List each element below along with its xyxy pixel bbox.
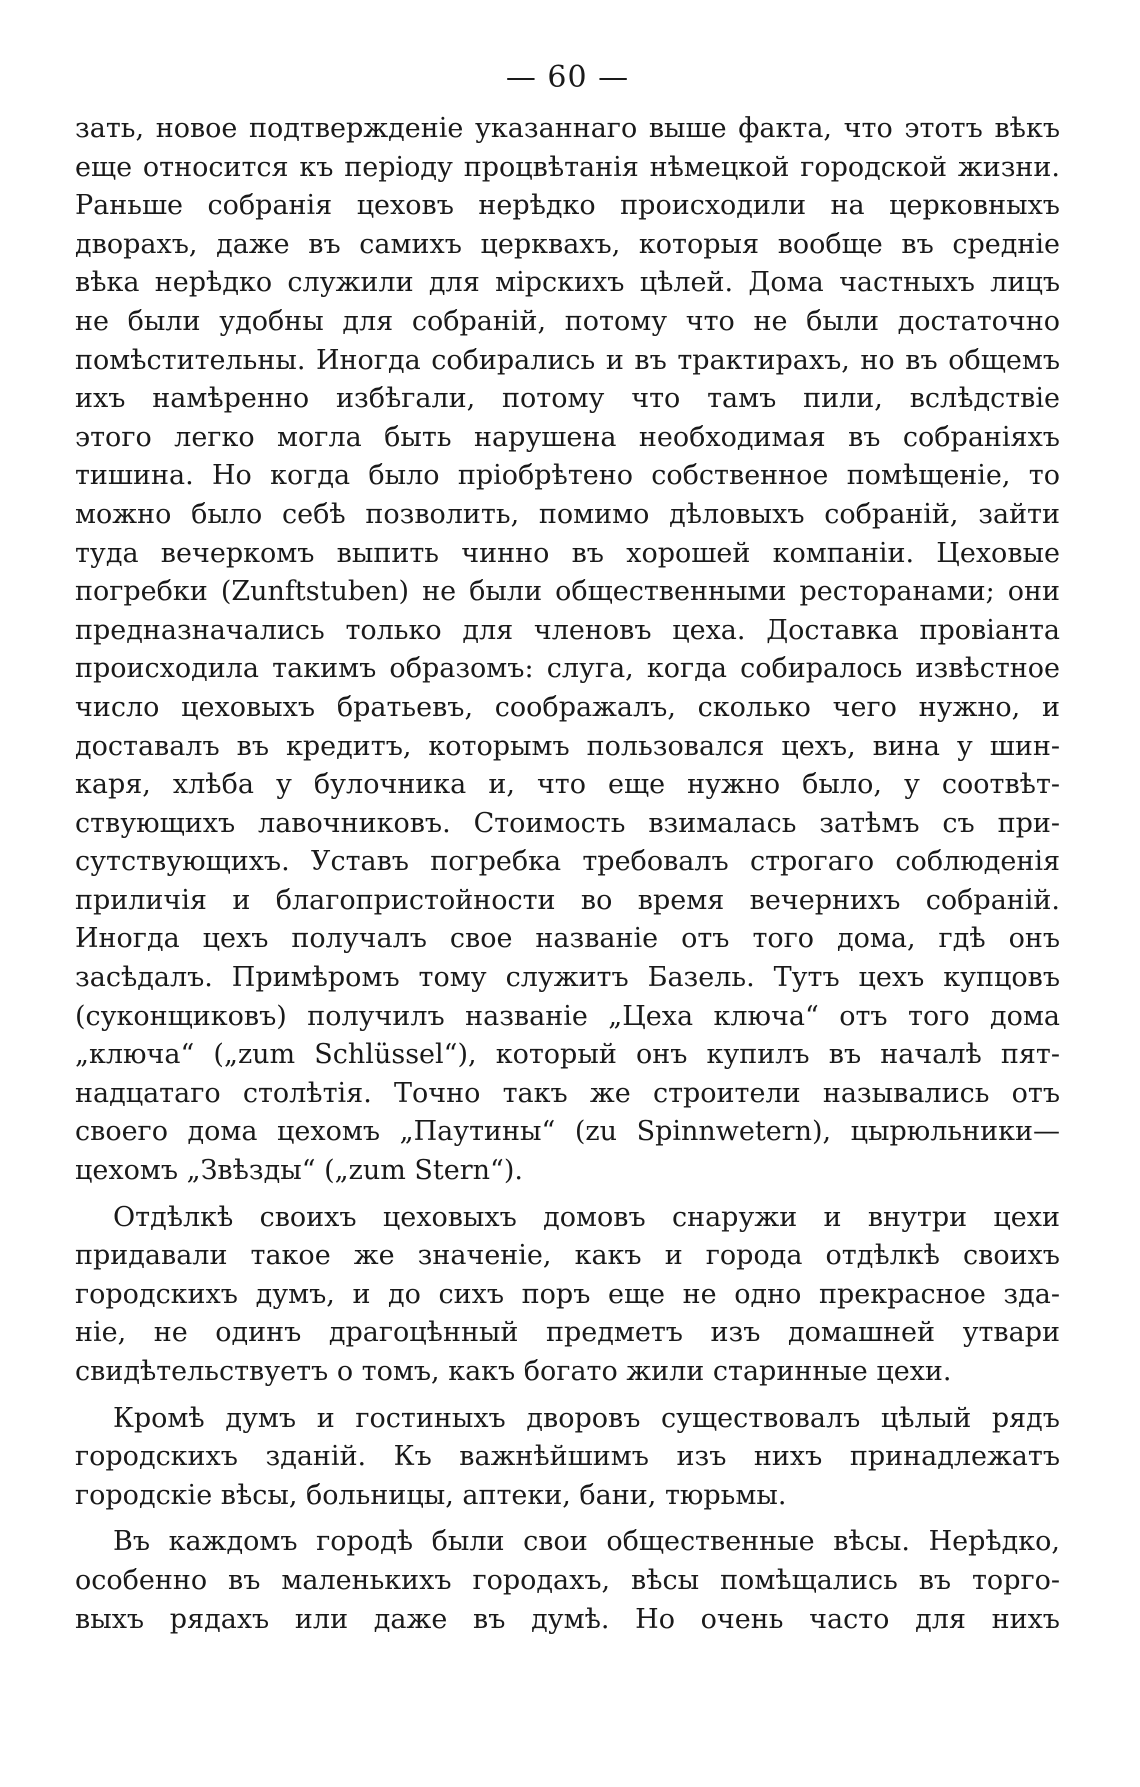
- paragraph-3: [75, 1400, 1060, 1516]
- text-line: свидѣтельствуетъ о томъ, какъ богато жили старинные цехи.: [75, 1356, 952, 1387]
- text-line: помѣстительны. Иногда собирались и въ трактирахъ, но въ общемъ: [75, 344, 1060, 376]
- text-line: городскихъ зданій. Къ важнѣйшимъ изъ нихъ принадлежатъ: [75, 1441, 1060, 1473]
- text-line: Иногда цехъ получалъ свое названіе отъ того дома, гдѣ онъ: [75, 923, 1060, 955]
- text-line: этого легко могла быть нарушена необходимая въ собраніяхъ: [75, 421, 1060, 453]
- paragraph-4: [75, 1523, 1060, 1639]
- text-line: тишина. Но когда было пріобрѣтено собственное помѣщеніе, то: [75, 460, 1060, 492]
- text-line: Въ каждомъ городѣ были свои общественные вѣсы. Нерѣдко,: [113, 1526, 1060, 1558]
- text-line: еще относится къ періоду процвѣтанія нѣмецкой городской жизни.: [75, 151, 1060, 183]
- text-line: число цеховыхъ братьевъ, соображалъ, сколько чего нужно, и: [75, 691, 1060, 723]
- text-line: зать, новое подтвержденіе указаннаго выше факта, что этотъ вѣкъ: [75, 113, 1060, 144]
- text-line: особенно въ маленькихъ городахъ, вѣсы помѣщались въ торго-: [75, 1564, 1060, 1596]
- text-line: Отдѣлкѣ своихъ цеховыхъ домовъ снаружи и внутри цехи: [113, 1201, 1060, 1233]
- text-line: погребки (Zunftstuben) не были общественными ресторанами; они: [75, 576, 1060, 608]
- text-line: придавали такое же значеніе, какъ и города отдѣлкѣ своихъ: [75, 1240, 1060, 1272]
- text-line: дворахъ, даже въ самихъ церквахъ, которыя вообще въ средніе: [75, 228, 1060, 260]
- paragraph-1: [75, 110, 1060, 1191]
- text-line: засѣдалъ. Примѣромъ тому служитъ Базель. Тутъ цехъ купцовъ: [75, 962, 1060, 994]
- text-line: выхъ рядахъ или даже въ думѣ. Но очень часто для нихъ: [75, 1603, 1060, 1635]
- text-line: вѣка нерѣдко служили для мірскихъ цѣлей. Дома частныхъ лицъ: [75, 267, 1060, 299]
- text-line: туда вечеркомъ выпить чинно въ хорошей компаніи. Цеховые: [75, 537, 1060, 569]
- text-line: происходила такимъ образомъ: слуга, когда собиралось извѣстное: [75, 653, 1060, 685]
- text-line: предназначались только для членовъ цеха. Доставка провіанта: [75, 614, 1060, 646]
- text-line: ихъ намѣренно избѣгали, потому что тамъ пили, вслѣдствіе: [75, 383, 1060, 415]
- text-line: (суконщиковъ) получилъ названіе „Цеха ключа“ отъ того дома: [75, 1000, 1060, 1032]
- text-line: каря, хлѣба у булочника и, что еще нужно было, у соотвѣт-: [75, 769, 1060, 801]
- text-line: надцатаго столѣтія. Точно такъ же строители назывались отъ: [75, 1077, 1060, 1109]
- text-line: ніе, не одинъ драгоцѣнный предметъ изъ домашней утвари: [75, 1317, 1060, 1349]
- text-line: приличія и благопристойности во время вечернихъ собраній.: [75, 884, 1060, 916]
- text-line: доставалъ въ кредитъ, которымъ пользовался цехъ, вина у шин-: [75, 730, 1060, 762]
- text-line: Раньше собранія цеховъ нерѣдко происходили на церковныхъ: [75, 190, 1060, 222]
- text-line: цехомъ „Звѣзды“ („zum Stern“).: [75, 1155, 523, 1187]
- text-line: своего дома цехомъ „Паутины“ (zu Spinnwetern), цырюльники—: [75, 1116, 1060, 1148]
- text-line: городскіе вѣсы, больницы, аптеки, бани, тюрьмы.: [75, 1479, 787, 1511]
- text-line: „ключа“ („zum Schlüssel“), который онъ купилъ въ началѣ пят-: [75, 1039, 1060, 1071]
- text-line: Кромѣ думъ и гостиныхъ дворовъ существовалъ цѣлый рядъ: [113, 1402, 1060, 1434]
- text-line: городскихъ думъ, и до сихъ поръ еще не одно прекрасное зда-: [75, 1278, 1060, 1310]
- text-line: ствующихъ лавочниковъ. Стоимость взималась затѣмъ съ при-: [75, 807, 1060, 839]
- page-number: — 60 —: [505, 60, 630, 95]
- text-line: сутствующихъ. Уставъ погребка требовалъ строгаго соблюденія: [75, 846, 1060, 878]
- text-line: не были удобны для собраній, потому что не были достаточно: [75, 305, 1060, 337]
- text-line: можно было себѣ позволить, помимо дѣловыхъ собраній, зайти: [75, 498, 1060, 530]
- paragraph-2: [75, 1199, 1060, 1392]
